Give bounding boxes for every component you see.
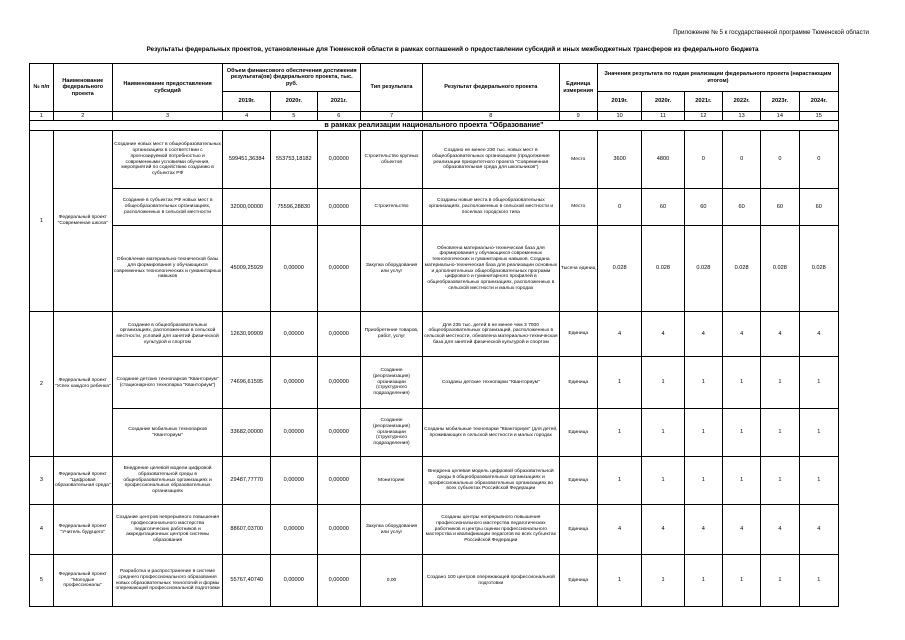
header-subsidy: Наименование предоставления субсидий: [112, 64, 223, 112]
value-2020: 1: [642, 457, 684, 505]
subsidy-name: Создание в субъектах РФ новых мест в общеобразовательных организациях, расположенных в сельской местности: [112, 189, 223, 226]
financing-2021: 0,00000: [317, 505, 360, 555]
result-type: Строительство: [360, 189, 422, 226]
unit: Единица: [559, 312, 597, 357]
column-number: 15: [799, 112, 838, 121]
unit: Тысяча единиц: [559, 226, 597, 312]
value-2022: 4: [723, 312, 761, 357]
financing-2020: 0,00000: [271, 312, 318, 357]
value-2023: 60: [761, 189, 799, 226]
financing-2021: 0,00000: [317, 555, 360, 607]
value-2022: 1: [723, 457, 761, 505]
value-2020: 4: [642, 505, 684, 555]
value-2021: 0.028: [684, 226, 722, 312]
financing-2021: 0,00000: [317, 357, 360, 409]
header-financing: Объем финансового обеспечения достижения результата(ов) федерального проекта, тыс. руб.: [223, 64, 361, 92]
unit: Единица: [559, 409, 597, 457]
unit: Единица: [559, 457, 597, 505]
column-number: 3: [112, 112, 223, 121]
subsidy-name: Разработка и распространение в системе среднего профессионального образования новых образовательных технологий и формы опережающей профессиональной подготовки: [112, 555, 223, 607]
table-row: [30, 505, 839, 555]
financing-2019: 88607,03700: [223, 505, 271, 555]
table-row: [30, 226, 839, 312]
value-2021: 1: [684, 457, 722, 505]
federal-result: Созданы детские технопарки "Кванториум": [423, 357, 560, 409]
table-row: [30, 357, 839, 409]
header-fin-year: 2019г.: [223, 92, 271, 112]
value-2023: 0: [761, 131, 799, 189]
project-name: Федеральный проект "Учитель будущего": [53, 505, 112, 555]
unit: Место: [559, 189, 597, 226]
header-num: № п/п: [30, 64, 54, 112]
unit: Единица: [559, 555, 597, 607]
header-values: Значения результата по годам реализации федерального проекта (нарастающим итогом): [597, 64, 838, 92]
column-number: 9: [559, 112, 597, 121]
value-2024: 1: [799, 457, 838, 505]
federal-result: Для 235 тыс. детей в не менее чем 3 7000 общеобразовательных организаций, расположенных в сельской местности, обновлена материально-техническая база для занятий физической культурой и спортом: [423, 312, 560, 357]
value-2024: 60: [799, 189, 838, 226]
federal-result: Созданы новые места в общеобразовательных организациях, расположенных в сельской местности и поселках городского типа: [423, 189, 560, 226]
unit: Место: [559, 131, 597, 189]
unit: Единица: [559, 357, 597, 409]
value-2024: 1: [799, 555, 838, 607]
table-row: [30, 131, 839, 189]
value-2022: 4: [723, 505, 761, 555]
table-row: [30, 457, 839, 505]
federal-result: Создано не менее 230 тыс. новых мест в общеобразовательных организациях (продолжение реализации приоритетного проекта "Современная образовательная среда для школьников"): [423, 131, 560, 189]
value-2022: 1: [723, 409, 761, 457]
financing-2020: 0,00000: [271, 226, 318, 312]
financing-2021: 0,00000: [317, 189, 360, 226]
value-2024: 1: [799, 357, 838, 409]
financing-2020: 0,00000: [271, 505, 318, 555]
column-number: 5: [271, 112, 318, 121]
value-2023: 1: [761, 457, 799, 505]
value-2019: 1: [597, 555, 641, 607]
section-heading: в рамках реализации национального проекта "Образование": [30, 121, 839, 131]
value-2021: 1: [684, 555, 722, 607]
value-2021: 0: [684, 131, 722, 189]
header-fin-year: 2020г.: [271, 92, 318, 112]
financing-2019: 33682,00000: [223, 409, 271, 457]
financing-2019: 29487,77770: [223, 457, 271, 505]
project-name: Федеральный проект "Молодые профессионалы": [53, 555, 112, 607]
value-2019: 3600: [597, 131, 641, 189]
document-title: Результаты федеральных проектов, установленные для Тюменской области в рамках соглашений о предоставлении субсидий и иных межбюджетных трансферов из федерального бюджета: [146, 46, 759, 53]
result-type: Строительство крупных объектов: [360, 131, 422, 189]
value-2023: 1: [761, 357, 799, 409]
header-val-year: 2021г.: [684, 92, 722, 112]
value-2024: 1: [799, 409, 838, 457]
federal-result: Создано 100 центров опережающей профессиональной подготовки: [423, 555, 560, 607]
value-2019: 4: [597, 312, 641, 357]
value-2019: 1: [597, 357, 641, 409]
results-table: [29, 63, 839, 607]
column-number: 13: [723, 112, 761, 121]
value-2022: 1: [723, 357, 761, 409]
row-number: 3: [30, 457, 54, 505]
value-2020: 4800: [642, 131, 684, 189]
value-2024: 4: [799, 312, 838, 357]
value-2020: 4: [642, 312, 684, 357]
project-name: Федеральный проект "Современная школа": [53, 131, 112, 312]
subsidy-name: Создание мобильных технопарков "Кванториум": [112, 409, 223, 457]
column-number: 10: [597, 112, 641, 121]
financing-2020: 0,00000: [271, 555, 318, 607]
result-type: Создание (реорганизация) организации (структурного подразделения): [360, 357, 422, 409]
project-name: Федеральный проект "Успех каждого ребенка": [53, 312, 112, 457]
subsidy-name: Создание центров непрерывного повышения профессионального мастерства педагогических работников и аккредитационных центров системы образования: [112, 505, 223, 555]
table-row: [30, 409, 839, 457]
financing-2020: 75596,28830: [271, 189, 318, 226]
result-type: Создание (реорганизация) организации (структурного подразделения): [360, 409, 422, 457]
value-2024: 0: [799, 131, 838, 189]
result-type: Мониторинг: [360, 457, 422, 505]
result-type: Закупка оборудования или услуг: [360, 505, 422, 555]
table-row: [30, 312, 839, 357]
value-2020: 0.028: [642, 226, 684, 312]
value-2023: 1: [761, 555, 799, 607]
value-2019: 4: [597, 505, 641, 555]
financing-2019: 45009,25929: [223, 226, 271, 312]
value-2024: 4: [799, 505, 838, 555]
row-number: 1: [30, 131, 54, 312]
value-2023: 4: [761, 505, 799, 555]
table-row: [30, 189, 839, 226]
column-number: 11: [642, 112, 684, 121]
header-val-year: 2019г.: [597, 92, 641, 112]
header-val-year: 2020г.: [642, 92, 684, 112]
table-row: [30, 555, 839, 607]
financing-2019: 55767,40740: [223, 555, 271, 607]
header-fed-result: Результат федерального проекта: [423, 64, 560, 112]
column-number: 14: [761, 112, 799, 121]
financing-2021: 0,00000: [317, 312, 360, 357]
federal-result: Созданы мобильные технопарки "Кванториум" (для детей, проживающих в сельской местности и малых городах: [423, 409, 560, 457]
value-2022: 1: [723, 555, 761, 607]
financing-2019: 599451,36384: [223, 131, 271, 189]
value-2023: 1: [761, 409, 799, 457]
result-type: Приобретение товаров, работ, услуг: [360, 312, 422, 357]
header-result-type: Тип результата: [360, 64, 422, 112]
appendix-note: Приложение № 5 к государственной программе Тюменской области: [673, 29, 869, 36]
value-2021: 1: [684, 409, 722, 457]
column-number: 7: [360, 112, 422, 121]
row-number: 2: [30, 312, 54, 457]
header-unit: Единица измерения: [559, 64, 597, 112]
column-number: 12: [684, 112, 722, 121]
value-2024: 0.028: [799, 226, 838, 312]
header-project: Наименование федерального проекта: [53, 64, 112, 112]
value-2021: 4: [684, 505, 722, 555]
value-2019: 1: [597, 409, 641, 457]
federal-result: Внедрена целевая модель цифровой образовательной среды в общеобразовательных организациях и профессиональных образовательных организациях во всех субъектах Российской Федерации: [423, 457, 560, 505]
value-2020: 1: [642, 357, 684, 409]
column-number: 4: [223, 112, 271, 121]
value-2020: 1: [642, 409, 684, 457]
header-fin-year: 2021г.: [317, 92, 360, 112]
unit: Единица: [559, 505, 597, 555]
financing-2021: 0,00000: [317, 226, 360, 312]
financing-2019: 12630,90909: [223, 312, 271, 357]
subsidy-name: Внедрение целевой модели цифровой образовательной среды в общеобразовательных организациях и профессиональных образовательных организациях: [112, 457, 223, 505]
column-number: 2: [53, 112, 112, 121]
value-2020: 60: [642, 189, 684, 226]
financing-2019: 32000,00000: [223, 189, 271, 226]
value-2019: 1: [597, 457, 641, 505]
federal-result: Обновлена материально-техническая база для формирования у обучающихся современных технологических и гуманитарных навыков. Создана материально-техническая база для реализации основных и дополнительных общеобразовательных программ цифрового и гуманитарного профилей в общеобразовательных организациях, расположенных в сельской местности и малых городах: [423, 226, 560, 312]
column-number-row: [30, 112, 839, 121]
result-type: 0,00: [360, 555, 422, 607]
value-2021: 1: [684, 357, 722, 409]
financing-2021: 0,00000: [317, 409, 360, 457]
financing-2020: 0,00000: [271, 357, 318, 409]
value-2022: 0.028: [723, 226, 761, 312]
value-2021: 4: [684, 312, 722, 357]
row-number: 4: [30, 505, 54, 555]
financing-2019: 74696,61595: [223, 357, 271, 409]
header-val-year: 2022г.: [723, 92, 761, 112]
financing-2020: 553753,18182: [271, 131, 318, 189]
header-val-year: 2024г.: [799, 92, 838, 112]
subsidy-name: Создание в общеобразовательных организациях, расположенных в сельской местности, условий для занятий физической культурой и спортом: [112, 312, 223, 357]
value-2022: 0: [723, 131, 761, 189]
value-2022: 60: [723, 189, 761, 226]
header-val-year: 2023г.: [761, 92, 799, 112]
result-type: Закупка оборудования или услуг: [360, 226, 422, 312]
financing-2020: 0,00000: [271, 457, 318, 505]
federal-result: Созданы центры непрерывного повышения профессионального мастерства педагогических работников и центры оценки профессионального мастерства и квалификации педагогов во всех субъектах Российской Федерации: [423, 505, 560, 555]
value-2021: 60: [684, 189, 722, 226]
column-number: 8: [423, 112, 560, 121]
value-2023: 0.028: [761, 226, 799, 312]
financing-2021: 0,00000: [317, 457, 360, 505]
value-2019: 0: [597, 189, 641, 226]
column-number: 6: [317, 112, 360, 121]
financing-2021: 0,00000: [317, 131, 360, 189]
financing-2020: 0,00000: [271, 409, 318, 457]
project-name: Федеральный проект "Цифровая образовательная среда": [53, 457, 112, 505]
value-2023: 4: [761, 312, 799, 357]
column-number: 1: [30, 112, 54, 121]
subsidy-name: Создание детских технопарков "Кванториум" (стационарного технопарка "Кванториум"): [112, 357, 223, 409]
subsidy-name: Обновление материально-технической базы для формирования у обучающихся современных технологических и гуманитарных навыков: [112, 226, 223, 312]
subsidy-name: Создание новых мест в общеобразовательных организациях в соответствии с прогнозируемой потребностью и современными условиями обучения, мероприятий по содействию созданию в субъектах РФ: [112, 131, 223, 189]
value-2019: 0.028: [597, 226, 641, 312]
row-number: 5: [30, 555, 54, 607]
value-2020: 1: [642, 555, 684, 607]
